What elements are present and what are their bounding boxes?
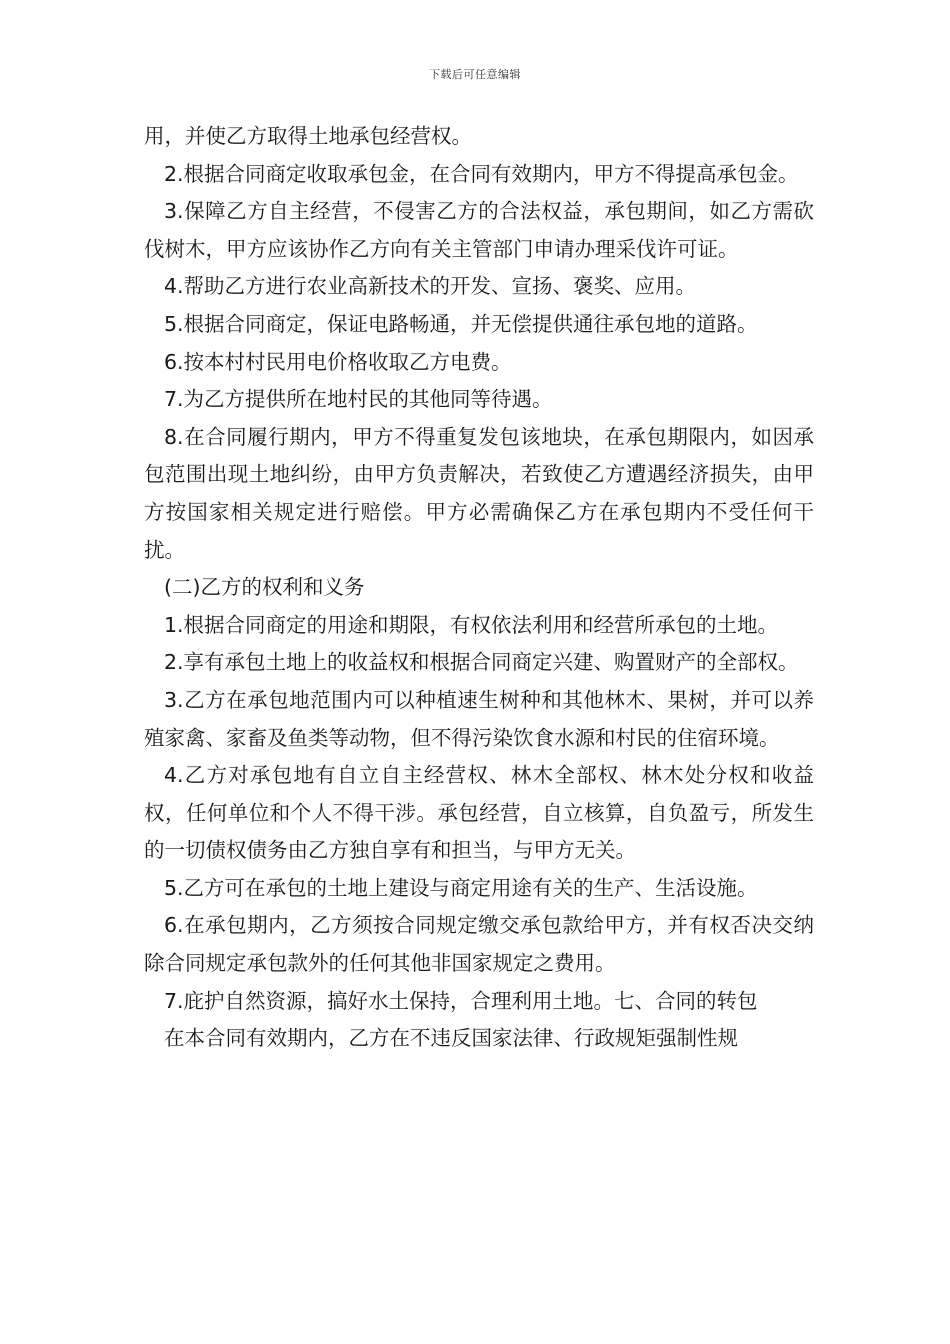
paragraph-party-a-item-3: 3.保障乙方自主经营，不侵害乙方的合法权益，承包期间，如乙方需砍伐树木，甲方应该协作乙方向有关主管部门申请办理采伐许可证。 [144,199,814,261]
section-heading-party-b: (二)乙方的权利和义务 [164,575,365,600]
paragraph-party-b-item-6: 6.在承包期内，乙方须按合同规定缴交承包款给甲方，并有权否决交纳除合同规定承包款外的任何其他非国家规定之费用。 [144,913,814,976]
paragraph-party-a-item-8: 8.在合同履行期内，甲方不得重复发包该地块，在承包期限内，如因承包范围出现土地纠纷，由甲方负责解决，若致使乙方遭遇经济损失，由甲方按国家相关规定进行赔偿。甲方必需确保乙方在承包期内不受任何干扰。 [144,424,814,562]
paragraph-party-b-item-2: 2.享有承包土地上的收益权和根据合同商定兴建、购置财产的全部权。 [164,650,799,675]
page-header: 下载后可任意编辑 [429,68,521,81]
paragraph-party-b-item-1: 1.根据合同商定的用途和期限，有权依法利用和经营所承包的土地。 [164,612,779,637]
paragraph-sublease: 在本合同有效期内，乙方在不违反国家法律、行政规矩强制性规 [164,1026,738,1051]
document-body [144,118,814,1058]
paragraph-party-a-item-5: 5.根据合同商定，保证电路畅通，并无偿提供通往承包地的道路。 [164,311,758,336]
paragraph-party-a-item-2: 2.根据合同商定收取承包金，在合同有效期内，甲方不得提高承包金。 [164,161,799,186]
paragraph-continuation: 用，并使乙方取得土地承包经营权。 [144,124,472,148]
paragraph-party-b-item-5: 5.乙方可在承包的土地上建设与商定用途有关的生产、生活设施。 [164,875,758,900]
paragraph-party-a-item-6: 6.按本村村民用电价格收取乙方电费。 [164,349,512,374]
paragraph-party-b-item-4: 4.乙方对承包地有自立自主经营权、林木全部权、林木处分权和收益权，任何单位和个人不得干涉。承包经营，自立核算，自负盈亏，所发生的一切债权债务由乙方独自享有和担当，与甲方无关。 [144,763,814,863]
paragraph-party-a-item-7: 7.为乙方提供所在地村民的其他同等待遇。 [164,387,553,412]
paragraph-party-b-item-3: 3.乙方在承包地范围内可以种植速生树种和其他林木、果树，并可以养殖家禽、家畜及鱼类等动物，但不得污染饮食水源和村民的住宿环境。 [144,687,814,750]
paragraph-party-a-item-4: 4.帮助乙方进行农业高新技术的开发、宣扬、褒奖、应用。 [164,274,697,299]
paragraph-party-b-item-7: 7.庇护自然资源，搞好水土保持，合理利用土地。七、合同的转包 [164,988,758,1013]
